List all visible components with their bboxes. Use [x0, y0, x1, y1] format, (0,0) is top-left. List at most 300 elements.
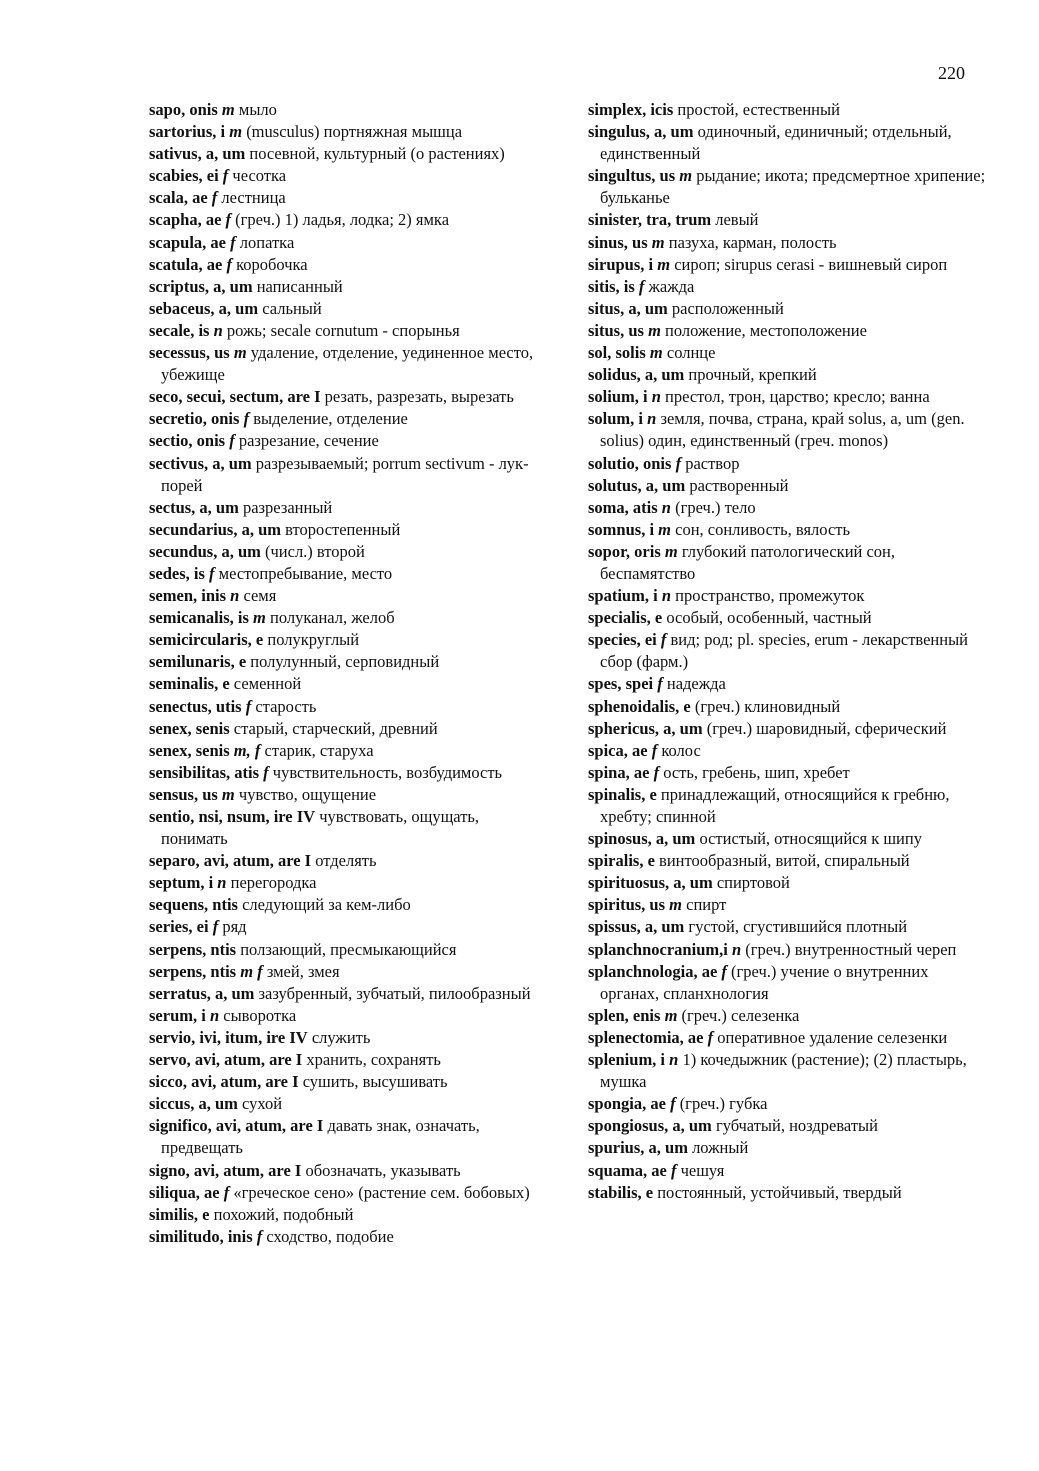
entry-definition: расположенный	[671, 298, 784, 318]
entry-term: sensibilitas, atis	[149, 762, 260, 782]
entry-gender: f	[211, 188, 218, 208]
entry-definition: вид; род; pl. species, erum - лекарственный сбор (фарм.)	[600, 630, 968, 672]
entry-term: sebaceus, a, um	[149, 298, 259, 318]
entry-gender: f	[660, 630, 667, 650]
entry-definition: простой, естественный	[677, 100, 840, 119]
dictionary-entry	[588, 1027, 988, 1049]
entry-definition: чувствительность, возбудимость	[272, 762, 503, 782]
entry-term: sphericus, a, um	[588, 718, 703, 738]
entry-definition: (греч.) учение о внутренних органах, спланхнология	[600, 961, 929, 1003]
dictionary-entry	[588, 629, 988, 673]
dictionary-entry	[149, 961, 544, 983]
dictionary-entry	[588, 1005, 988, 1027]
entry-term: senex, senis	[149, 740, 230, 760]
entry-term: sartorius, i	[149, 122, 226, 142]
entry-definition: давать знак, означать, предвещать	[161, 1116, 480, 1158]
entry-term: solutio, onis	[588, 453, 672, 473]
entry-definition: оперативное удаление селезенки	[717, 1027, 948, 1047]
entry-term: situs, us	[588, 320, 644, 340]
entry-term: somnus, i	[588, 519, 655, 539]
entry-definition: солнце	[666, 343, 716, 363]
dictionary-entry	[588, 342, 988, 364]
entry-definition: следующий за кем-либо	[242, 895, 411, 915]
entry-term: solutus, a, um	[588, 475, 686, 495]
entry-gender: f	[675, 453, 682, 473]
entry-gender: f	[263, 762, 269, 782]
entry-definition: ползающий, пресмыкающийся	[240, 939, 457, 959]
entry-gender: f	[223, 1182, 230, 1202]
dictionary-entry	[149, 673, 544, 695]
dictionary-entry	[149, 232, 544, 254]
dictionary-entry	[588, 254, 988, 276]
entry-term: serpens, ntis	[149, 939, 237, 959]
entry-definition: ость, гребень, шип, хребет	[663, 762, 850, 782]
dictionary-entry	[588, 408, 988, 452]
dictionary-entry	[149, 1226, 544, 1248]
entry-term: solum, i	[588, 409, 644, 429]
entry-gender: m, f	[233, 740, 261, 760]
entry-term: secundarius, a, um	[149, 519, 282, 539]
entry-definition: (греч.) губка	[679, 1094, 768, 1114]
entry-term: splenectomia, ae	[588, 1027, 704, 1047]
dictionary-entry	[588, 585, 988, 607]
entry-term: sirupus, i	[588, 254, 654, 274]
entry-gender: n	[669, 1050, 679, 1070]
entry-definition: местопребывание, место	[218, 563, 393, 583]
entry-gender: f	[226, 254, 232, 274]
dictionary-entry	[149, 386, 544, 408]
page-number: 220	[938, 63, 965, 83]
entry-gender: m	[658, 519, 671, 539]
entry-definition: спиртовой	[716, 873, 790, 893]
left-column	[149, 99, 544, 1248]
dictionary-entry	[588, 718, 988, 740]
entry-definition: земля, почва, страна, край solus, a, um (gen. solius) один, единственный (греч. monos)	[600, 409, 965, 451]
dictionary-entry	[588, 1137, 988, 1159]
entry-term: spatium, i	[588, 586, 658, 606]
entry-gender: m	[221, 784, 235, 804]
entry-term: spiralis, e	[588, 851, 655, 871]
entry-definition: (греч.) тело	[675, 497, 756, 517]
entry-term: sectus, a, um	[149, 497, 239, 517]
entry-term: scriptus, a, um	[149, 276, 253, 296]
entry-gender: f	[225, 210, 232, 230]
dictionary-entry	[149, 983, 544, 1005]
entry-gender: n	[647, 409, 657, 429]
dictionary-entry	[149, 254, 544, 276]
entry-term: siccus, a, um	[149, 1094, 238, 1114]
dictionary-entry	[149, 651, 544, 673]
dictionary-entry	[149, 607, 544, 629]
entry-term: senex, senis	[149, 718, 230, 738]
dictionary-entry	[588, 541, 988, 585]
entry-definition: старый, старческий, древний	[233, 718, 438, 738]
entry-definition: растворенный	[689, 475, 789, 495]
dictionary-entry	[149, 1005, 544, 1027]
entry-term: similitudo, inis	[149, 1226, 253, 1246]
entry-definition: положение, местоположение	[665, 320, 867, 340]
entry-gender: f	[707, 1027, 714, 1047]
entry-gender: f	[245, 696, 252, 716]
dictionary-entry	[149, 1027, 544, 1049]
dictionary-entry	[149, 1115, 544, 1159]
entry-definition: чешуя	[680, 1160, 725, 1180]
entry-gender: m	[648, 320, 661, 340]
dictionary-entry	[149, 740, 544, 762]
entry-term: scapha, ae	[149, 210, 222, 230]
dictionary-entry	[588, 209, 988, 231]
entry-term: signo, avi, atum, are I	[149, 1160, 302, 1180]
entry-term: scala, ae	[149, 188, 208, 208]
entry-definition: ряд	[222, 917, 247, 937]
entry-gender: m	[221, 100, 235, 119]
entry-definition: губчатый, ноздреватый	[715, 1116, 878, 1136]
entry-term: splanchnocranium,i	[588, 939, 728, 959]
entry-term: stabilis, e	[588, 1182, 654, 1202]
entry-term: sol, solis	[588, 343, 646, 363]
dictionary-entry	[149, 99, 544, 121]
entry-gender: f	[670, 1094, 676, 1114]
dictionary-entry	[149, 806, 544, 850]
entry-definition: сон, сонливость, вялость	[675, 519, 851, 539]
entry-term: sequens, ntis	[149, 895, 238, 915]
entry-gender: n	[661, 586, 671, 606]
dictionary-entry	[588, 696, 988, 718]
entry-definition: хранить, сохранять	[306, 1050, 441, 1070]
entry-definition: резать, разрезать, вырезать	[324, 387, 514, 407]
dictionary-entry	[588, 1115, 988, 1137]
entry-definition: (греч.) клиновидный	[694, 696, 841, 716]
entry-definition: (греч.) селезенка	[681, 1005, 800, 1025]
entry-definition: рожь; secale cornutum - спорынья	[226, 320, 460, 340]
entry-term: spirituosus, a, um	[588, 873, 713, 893]
entry-term: splanchnologia, ae	[588, 961, 718, 981]
entry-gender: f	[209, 563, 215, 583]
dictionary-entry	[588, 475, 988, 497]
entry-gender: f	[229, 431, 235, 451]
entry-term: sinus, us	[588, 232, 648, 252]
entry-definition: пространство, промежуток	[675, 586, 865, 606]
entry-term: splen, enis	[588, 1005, 661, 1025]
entry-definition: сушить, высушивать	[302, 1072, 448, 1092]
entry-term: serratus, a, um	[149, 983, 255, 1003]
entry-gender: m	[229, 122, 243, 142]
entry-term: septum, i	[149, 873, 214, 893]
entry-definition: «греческое сено» (растение сем. бобовых)	[233, 1182, 530, 1202]
entry-gender: m	[679, 166, 693, 186]
dictionary-entry	[588, 519, 988, 541]
entry-definition: удаление, отделение, уединенное место, убежище	[161, 343, 534, 385]
dictionary-entry	[149, 430, 544, 452]
entry-definition: сироп; sirupus cerasi - вишневый сироп	[674, 254, 948, 274]
entry-term: sentio, nsi, nsum, ire IV	[149, 807, 316, 826]
entry-gender: n	[731, 939, 742, 959]
entry-term: specialis, e	[588, 608, 663, 628]
entry-gender: f	[230, 232, 236, 252]
entry-definition: обозначать, указывать	[305, 1160, 461, 1180]
entry-term: sedes, is	[149, 563, 205, 583]
dictionary-entry	[588, 916, 988, 938]
entry-definition: полулунный, серповидный	[250, 652, 440, 672]
entry-gender: m	[669, 895, 682, 915]
entry-definition: надежда	[666, 674, 726, 694]
entry-term: separo, avi, atum, are I	[149, 851, 312, 871]
entry-definition: рыдание; икота; предсмертное хрипение; бульканье	[600, 166, 986, 208]
entry-gender: n	[217, 873, 227, 893]
entry-definition: чувствовать, ощущать, понимать	[161, 807, 480, 849]
dictionary-entry	[149, 939, 544, 961]
dictionary-entry	[149, 696, 544, 718]
entry-term: serum, i	[149, 1005, 206, 1025]
entry-gender: f	[670, 1160, 677, 1180]
dictionary-entry	[588, 497, 988, 519]
entry-term: sicco, avi, atum, are I	[149, 1072, 299, 1092]
entry-term: servo, avi, atum, are I	[149, 1050, 303, 1070]
dictionary-entry	[149, 276, 544, 298]
entry-term: semilunaris, e	[149, 652, 247, 672]
dictionary-entry	[149, 298, 544, 320]
entry-definition: выделение, отделение	[253, 409, 408, 429]
entry-definition: 1) кочедыжник (растение); (2) пластырь, мушка	[600, 1050, 967, 1092]
entry-definition: глубокий патологический сон, беспамятство	[600, 541, 896, 583]
entry-definition: написанный	[256, 276, 343, 296]
entry-definition: густой, сгустившийся плотный	[688, 917, 908, 937]
entry-definition: похожий, подобный	[213, 1204, 354, 1224]
entry-term: spinosus, a, um	[588, 829, 696, 849]
entry-term: significo, avi, atum, are I	[149, 1116, 324, 1136]
dictionary-entry	[588, 453, 988, 475]
entry-definition: принадлежащий, относящийся к гребню, хребту; спинной	[600, 784, 950, 826]
dictionary-entry	[149, 1071, 544, 1093]
dictionary-entry	[588, 121, 988, 165]
entry-term: sapo, onis	[149, 100, 218, 119]
entry-definition: лестница	[221, 188, 286, 208]
entry-term: splenium, i	[588, 1050, 666, 1070]
dictionary-entry	[149, 916, 544, 938]
entry-term: spiritus, us	[588, 895, 666, 915]
entry-definition: полукруглый	[267, 630, 360, 650]
entry-term: spongiosus, a, um	[588, 1116, 712, 1136]
dictionary-entry	[149, 320, 544, 342]
entry-definition: жажда	[648, 276, 695, 296]
entry-term: seco, secui, sectum, are I	[149, 387, 321, 407]
entry-term: sectivus, a, um	[149, 453, 252, 473]
entry-definition: винтообразный, витой, спиральный	[659, 851, 910, 871]
entry-gender: n	[661, 497, 671, 517]
entry-definition: семенной	[233, 674, 302, 694]
entry-definition: полуканал, желоб	[270, 608, 395, 628]
entry-gender: f	[256, 1226, 263, 1246]
entry-term: sativus, a, um	[149, 144, 246, 164]
entry-definition: разрезанный	[242, 497, 333, 517]
dictionary-entry	[588, 298, 988, 320]
dictionary-entry	[149, 408, 544, 430]
entry-definition: левый	[715, 210, 759, 230]
entry-gender: n	[230, 586, 240, 606]
entry-gender: m	[233, 343, 247, 363]
entry-term: seminalis, e	[149, 674, 230, 694]
entry-term: secessus, us	[149, 343, 230, 363]
entry-term: servio, ivi, itum, ire IV	[149, 1027, 308, 1047]
entry-term: singultus, us	[588, 166, 676, 186]
entry-term: sinister, tra, trum	[588, 210, 712, 230]
dictionary-entry	[149, 209, 544, 231]
entry-term: sitis, is	[588, 276, 635, 296]
entry-definition: лопатка	[239, 232, 295, 252]
entry-term: spina, ae	[588, 762, 650, 782]
entry-definition: одиночный, единичный; отдельный, единственный	[600, 122, 952, 164]
entry-term: scatula, ae	[149, 254, 223, 274]
entry-gender: m	[664, 541, 678, 561]
entry-term: secale, is	[149, 320, 210, 340]
entry-term: simplex, icis	[588, 100, 674, 119]
dictionary-entry	[588, 607, 988, 629]
dictionary-entry	[149, 629, 544, 651]
dictionary-entry	[149, 165, 544, 187]
entry-term: spes, spei	[588, 674, 654, 694]
entry-term: siliqua, ae	[149, 1182, 220, 1202]
dictionary-entry	[149, 718, 544, 740]
entry-term: soma, atis	[588, 497, 658, 517]
entry-gender: n	[651, 387, 661, 407]
dictionary-entry	[588, 320, 988, 342]
entry-definition: сыворотка	[223, 1005, 297, 1025]
entry-definition: (греч.) шаровидный, сферический	[706, 718, 947, 738]
dictionary-entry	[149, 1182, 544, 1204]
entry-definition: прочный, крепкий	[688, 365, 817, 385]
dictionary-entry	[149, 541, 544, 563]
entry-term: semen, inis	[149, 586, 227, 606]
dictionary-entry	[149, 519, 544, 541]
entry-gender: m	[664, 1005, 678, 1025]
dictionary-entry	[149, 342, 544, 386]
entry-term: spurius, a, um	[588, 1138, 688, 1158]
entry-definition: старик, старуха	[264, 740, 374, 760]
entry-gender: m	[253, 608, 266, 628]
entry-term: spinalis, e	[588, 784, 657, 804]
dictionary-entry	[149, 762, 544, 784]
entry-definition: постоянный, устойчивый, твердый	[657, 1182, 902, 1202]
right-column	[588, 99, 988, 1204]
entry-definition: пазуха, карман, полость	[668, 232, 837, 252]
entry-gender: n	[209, 1005, 220, 1025]
entry-gender: f	[638, 276, 645, 296]
dictionary-entry	[588, 961, 988, 1005]
entry-term: sopor, oris	[588, 541, 661, 561]
entry-definition: колос	[661, 740, 701, 760]
entry-gender: f	[657, 674, 663, 694]
dictionary-entry	[588, 762, 988, 784]
dictionary-entry	[588, 232, 988, 254]
entry-term: species, ei	[588, 630, 657, 650]
dictionary-entry	[149, 1160, 544, 1182]
entry-definition: сходство, подобие	[266, 1226, 394, 1246]
entry-term: serpens, ntis	[149, 961, 237, 981]
entry-definition: (musculus) портняжная мышца	[246, 122, 463, 142]
entry-term: sensus, us	[149, 784, 218, 804]
dictionary-entry	[149, 784, 544, 806]
dictionary-entry	[149, 453, 544, 497]
entry-definition: (греч.) 1) ладья, лодка; 2) ямка	[235, 210, 450, 230]
dictionary-entry	[149, 563, 544, 585]
dictionary-entry	[588, 784, 988, 828]
entry-definition: раствор	[685, 453, 740, 473]
entry-gender: f	[243, 409, 250, 429]
dictionary-entry	[588, 850, 988, 872]
entry-gender: m	[651, 232, 665, 252]
dictionary-entry	[149, 1093, 544, 1115]
dictionary-entry	[588, 673, 988, 695]
entry-definition: отделять	[315, 851, 377, 871]
entry-definition: престол, трон, царство; кресло; ванна	[665, 387, 930, 407]
entry-definition: перегородка	[230, 873, 317, 893]
dictionary-entry	[588, 386, 988, 408]
entry-definition: старость	[255, 696, 317, 716]
dictionary-entry	[588, 939, 988, 961]
entry-definition: (греч.) внутренностный череп	[745, 939, 957, 959]
dictionary-entry	[588, 1093, 988, 1115]
entry-gender: f	[222, 166, 229, 186]
entry-definition: остистый, относящийся к шипу	[699, 829, 922, 849]
dictionary-entry	[588, 165, 988, 209]
dictionary-entry	[588, 740, 988, 762]
dictionary-entry	[588, 1160, 988, 1182]
entry-definition: мыло	[238, 100, 277, 119]
entry-term: scapula, ae	[149, 232, 227, 252]
entry-definition: посевной, культурный (о растениях)	[249, 144, 505, 164]
entry-definition: разрезание, сечение	[238, 431, 379, 451]
dictionary-entry	[588, 276, 988, 298]
entry-term: spica, ae	[588, 740, 648, 760]
dictionary-entry	[588, 828, 988, 850]
dictionary-entry	[149, 850, 544, 872]
dictionary-entry	[149, 1049, 544, 1071]
entry-definition: зазубренный, зубчатый, пилообразный	[258, 983, 531, 1003]
entry-definition: сухой	[242, 1094, 283, 1114]
entry-definition: служить	[311, 1027, 371, 1047]
entry-gender: f	[212, 917, 219, 937]
entry-gender: m	[657, 254, 671, 274]
entry-term: spongia, ae	[588, 1094, 666, 1114]
entry-gender: f	[653, 762, 660, 782]
entry-definition: спирт	[686, 895, 727, 915]
entry-term: spissus, a, um	[588, 917, 685, 937]
entry-definition: семя	[243, 586, 277, 606]
entry-term: senectus, utis	[149, 696, 242, 716]
entry-term: secretio, onis	[149, 409, 240, 429]
dictionary-entry	[588, 1182, 988, 1204]
entry-definition: змей, змея	[266, 961, 340, 981]
dictionary-entry	[588, 1049, 988, 1093]
entry-definition: чесотка	[232, 166, 287, 186]
entry-definition: разрезываемый; porrum sectivum - лук-порей	[161, 453, 529, 495]
entry-term: singulus, a, um	[588, 122, 694, 142]
entry-term: sphenoidalis, e	[588, 696, 691, 716]
entry-definition: ложный	[692, 1138, 749, 1158]
dictionary-entry	[149, 1204, 544, 1226]
dictionary-entry	[149, 894, 544, 916]
dictionary-entry	[149, 872, 544, 894]
dictionary-entry	[149, 497, 544, 519]
dictionary-entry	[588, 872, 988, 894]
dictionary-entry	[149, 121, 544, 143]
entry-term: situs, a, um	[588, 298, 668, 318]
entry-definition: особый, особенный, частный	[666, 608, 872, 628]
entry-term: solidus, a, um	[588, 365, 685, 385]
entry-term: squama, ae	[588, 1160, 667, 1180]
entry-term: series, ei	[149, 917, 209, 937]
entry-gender: f	[651, 740, 658, 760]
